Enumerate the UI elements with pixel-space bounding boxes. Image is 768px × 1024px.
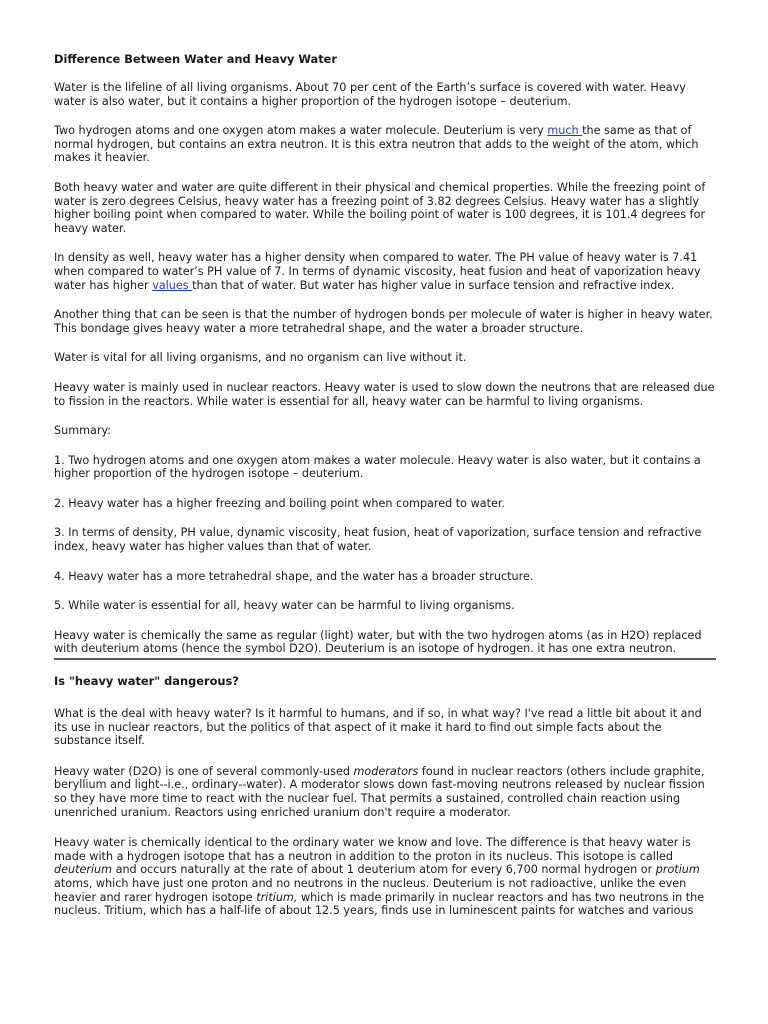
paragraph-text: and occurs naturally at the rate of about 1 deuterium atom for every 6,700 normal hydrogen or: [112, 863, 656, 877]
paragraph-text: Heavy water is chemically identical to the ordinary water we know and love. The difference is that heavy water is made with a hydrogen isotope that has a neutron in addition to the proton in its nucleus. This isotope is called: [54, 836, 691, 863]
section-divider: [54, 658, 716, 660]
document-page: [54, 52, 716, 935]
paragraph-text: the same as that of normal hydrogen, but contains an extra neutron. It is this extra neutron that adds to the weight of the atom, which makes it heavier.: [54, 124, 699, 165]
summary-item-5: 5. While water is essential for all, heavy water can be harmful to living organisms.: [54, 599, 515, 613]
summary-item-1: 1. Two hydrogen atoms and one oxygen atom makes a water molecule. Heavy water is also water, but it contains a higher proportion of the hydrogen isotope – deuterium.: [54, 453, 701, 481]
summary-item-4: 4. Heavy water has a more tetrahedral shape, and the water has a broader structure.: [54, 569, 534, 583]
section-heavy-water-dangerous: [54, 674, 716, 918]
emphasis-tritium: tritium,: [256, 890, 298, 904]
paragraph-text: Heavy water (D2O) is one of several commonly-used: [54, 764, 354, 778]
page-title: Difference Between Water and Heavy Water: [54, 52, 338, 66]
paragraph-properties: Both heavy water and water are quite different in their physical and chemical properties. While the freezing point of water is zero degrees Celsius, heavy water has a freezing point of 3.82 degrees Celsius. Heavy water has a slightly higher boiling point when compared to water. While the boiling point of water is 100 degrees, it is 101.4 degrees for heavy water.: [54, 180, 706, 235]
emphasis-protium: protium: [655, 863, 700, 877]
paragraph-reactors: Heavy water is mainly used in nuclear reactors. Heavy water is used to slow down the neutrons that are released due to fission in the reactors. While water is essential for all, heavy water can be harmful to living organisms.: [54, 380, 715, 408]
paragraph-text: found in nuclear reactors (others include graphite, beryllium and light--i.e., ordinary--water). A moderator slows down fast-moving neutrons released by nuclear fission so they have more time to react with the nuclear fuel. That permits a sustained, controlled chain reaction using unenriched uranium. Reactors using enriched uranium don't require a moderator.: [54, 764, 705, 819]
summary-label: Summary:: [54, 424, 112, 438]
paragraph-text: atoms, which have just one proton and no neutrons in the nucleus. Deuterium is not radioactive, unlike the even heavier and rarer hydrogen isotope: [54, 876, 687, 904]
answer-paragraph-moderators: [54, 765, 716, 819]
paragraph-text: which is made primarily in nuclear reactors and has two neutrons in the nucleus. Tritium, which has a half-life of about 12.5 years, finds use in luminescent paints for watches and various: [54, 890, 705, 918]
paragraph-text: In density as well, heavy water has a higher density when compared to water. The PH value of heavy water is 7.41 when compared to water’s PH value of 7. In terms of dynamic viscosity, heat fusion and heat of vaporization heavy water has higher: [54, 251, 701, 292]
paragraph-vital: Water is vital for all living organisms, and no organism can live without it.: [54, 351, 467, 365]
emphasis-deuterium: deuterium: [54, 863, 113, 877]
answer-paragraph-isotopes: [54, 836, 716, 918]
values-link[interactable]: values: [152, 278, 193, 292]
paragraph-chemistry: Heavy water is chemically the same as regular (light) water, but with the two hydrogen atoms (as in H2O) replaced with deuterium atoms (hence the symbol D2O). Deuterium is an isotope of hydrogen. it has one extra neutron.: [54, 628, 702, 656]
paragraph-text: than that of water. But water has higher value in surface tension and refractive index.: [192, 278, 675, 292]
paragraph-text: Two hydrogen atoms and one oxygen atom makes a water molecule. Deuterium is very: [54, 124, 548, 138]
paragraph-molecule: [54, 124, 716, 165]
paragraph-intro: Water is the lifeline of all living organisms. About 70 per cent of the Earth’s surface is covered with water. Heavy water is also water, but it contains a higher proportion of the hydrogen isotope – deuterium.: [54, 81, 686, 108]
paragraph-density: [54, 251, 716, 292]
summary-item-3: 3. In terms of density, PH value, dynamic viscosity, heat fusion, heat of vaporization, surface tension and refractive index, heavy water has higher values than that of water.: [54, 526, 702, 554]
question-paragraph: What is the deal with heavy water? Is it harmful to humans, and if so, in what way? I've read a little bit about it and its use in nuclear reactors, but the politics of that aspect of it make it hard to find out simple facts about the substance itself.: [54, 707, 702, 748]
section-heading: Is "heavy water" dangerous?: [54, 674, 239, 689]
summary-item-2: 2. Heavy water has a higher freezing and boiling point when compared to water.: [54, 496, 505, 510]
paragraph-hydrogen-bonds: Another thing that can be seen is that the number of hydrogen bonds per molecule of water is higher in heavy water. This bondage gives heavy water a more tetrahedral shape, and the water a broader structure.: [54, 308, 713, 335]
much-link[interactable]: much: [547, 124, 583, 138]
emphasis-moderators: moderators: [353, 764, 419, 778]
